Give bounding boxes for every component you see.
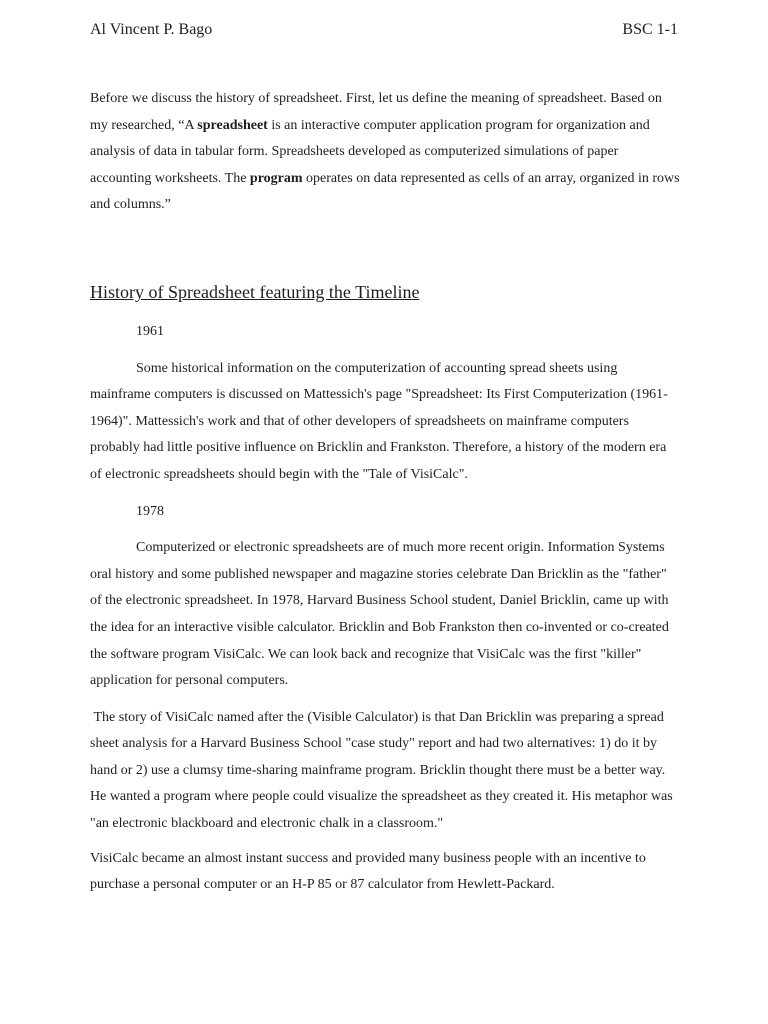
section-heading: History of Spreadsheet featuring the Timeline: [90, 281, 420, 302]
timeline-year: 1961: [136, 323, 164, 339]
intro-text-2: is an interactive computer application program for organization and analysis of data in tabular form. Spreadsheets developed as computerized simulations of paper accounting worksheets. The: [90, 117, 650, 186]
timeline-year: 1978: [136, 503, 164, 519]
intro-text-3: operates on data represented as cells of an array, organized in rows and columns.”: [90, 170, 680, 213]
author-name: Al Vincent P. Bago: [90, 21, 213, 38]
section-label: BSC 1-1: [622, 21, 678, 38]
intro-text-1: Before we discuss the history of spreadsheet. First, let us define the meaning of spreadsheet. Based on my researched, “A: [90, 91, 662, 133]
timeline-paragraph: Computerized or electronic spreadsheets are of much more recent origin. Information Systems oral history and some published newspaper and magazine stories celebrate Dan Bricklin as the "father" of the electronic spreadsheet. In 1978, Harvard Business School student, Daniel Bricklin, came up with the idea for an interactive visible calculator. Bricklin and Bob Frankston then co-invented or co-created the software program VisiCalc. We can look back and recognize that VisiCalc was the first "killer" application for personal computers.: [90, 540, 669, 689]
page-header: [90, 20, 678, 44]
visicalc-story-paragraph: The story of VisiCalc named after the (Visible Calculator) is that Dan Bricklin was preparing a spread sheet analysis for a Harvard Business School "case study" report and had two alternatives: 1) do it by hand or 2) use a clumsy time-sharing mainframe program. Bricklin thought there must be a better way. He wanted a program where people could visualize the spreadsheet as they created it. His metaphor was "an electronic blackboard and electronic chalk in a classroom.": [90, 709, 677, 832]
document-body: [90, 86, 680, 907]
intro-bold-spreadsheet: spreadsheet: [197, 117, 268, 133]
intro-paragraph: [90, 86, 680, 219]
timeline-paragraph: Some historical information on the computerization of accounting spread sheets using mainframe computers is discussed on Mattessich's page "Spreadsheet: Its First Computerization (1961-1964)". Mattessich's work and that of other developers of spreadsheets on mainframe computers probably had little positive influence on Bricklin and Frankston. Therefore, a history of the modern era of electronic spreadsheets should begin with the "Tale of VisiCalc".: [90, 360, 668, 482]
visicalc-success-paragraph: VisiCalc became an almost instant success and provided many business people with an incentive to purchase a personal computer or an H-P 85 or 87 calculator from Hewlett-Packard.: [90, 850, 646, 893]
intro-bold-program: program: [249, 170, 303, 186]
